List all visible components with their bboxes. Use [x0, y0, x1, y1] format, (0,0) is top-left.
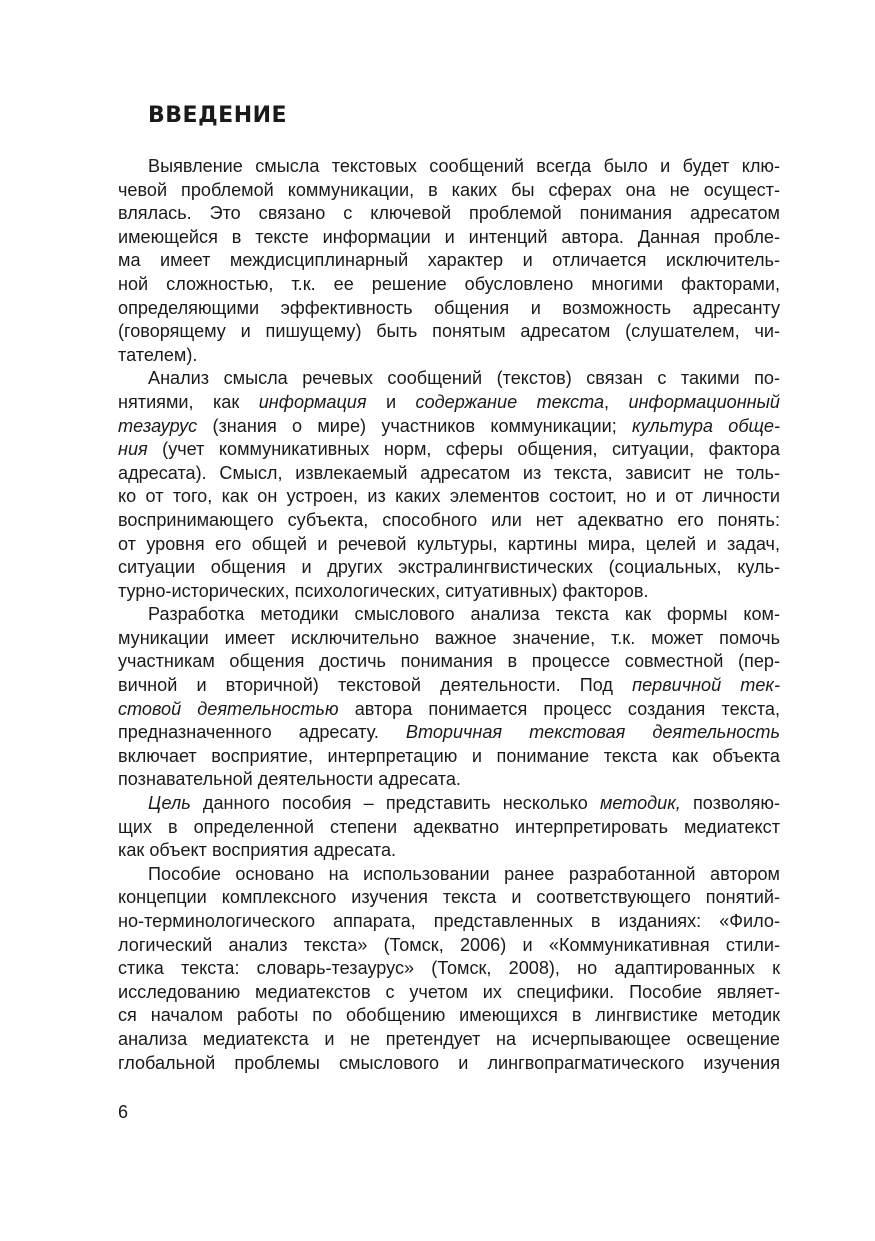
text-run: ной сложностью, т.к. ее решение обусловлено многими факторами,	[118, 273, 780, 294]
italic-term: информация	[258, 391, 367, 412]
text-run: имеющейся в тексте информации и интенций автора. Данная пробле-	[118, 226, 780, 247]
page-heading: ВВЕДЕНИЕ	[148, 103, 288, 128]
italic-term: Вторичная текстовая деятельность	[405, 722, 780, 743]
text-line	[118, 462, 780, 486]
text-line	[118, 839, 780, 863]
paragraph	[118, 367, 780, 603]
text-line	[118, 792, 780, 816]
text-run: муникации имеет исключительно важное значение, т.к. может помочь	[118, 627, 780, 648]
text-run: предназначенного адресату.	[118, 722, 406, 743]
text-run: и	[366, 391, 416, 412]
text-line	[118, 155, 780, 179]
text-line	[118, 273, 780, 297]
text-line	[118, 1052, 780, 1076]
text-run: данного пособия – представить несколько	[190, 793, 600, 814]
text-run: ма имеет междисциплинарный характер и отличается исключитель-	[118, 250, 780, 271]
text-line	[118, 297, 780, 321]
paragraph	[118, 155, 780, 367]
text-run: от уровня его общей и речевой культуры, картины мира, целей и задач,	[118, 533, 780, 554]
text-line	[118, 249, 780, 273]
italic-term: методик,	[599, 793, 681, 814]
text-run: (знания о мире) участников коммуникации;	[197, 415, 633, 436]
text-run: концепции комплексного изучения текста и соответствующего понятий-	[118, 887, 780, 908]
text-line	[118, 1028, 780, 1052]
text-line	[118, 674, 780, 698]
text-line	[118, 627, 780, 651]
text-line	[118, 698, 780, 722]
text-line	[118, 226, 780, 250]
text-run: участникам общения достичь понимания в процессе совместной (пер-	[118, 651, 780, 672]
text-line	[118, 886, 780, 910]
text-line	[118, 438, 780, 462]
text-line	[118, 863, 780, 887]
page-number: 6	[118, 1102, 129, 1122]
paragraph	[118, 863, 780, 1075]
text-run: ся началом работы по обобщению имеющихся в лингвистике методик	[118, 1005, 780, 1026]
text-line	[118, 816, 780, 840]
text-line	[118, 556, 780, 580]
text-run: стика текста: словарь-тезаурус» (Томск, 2008), но адаптированных к	[118, 958, 780, 979]
text-run: щих в определенной степени адекватно интерпретировать медиатекст	[118, 816, 780, 837]
italic-term: стовой деятельностью	[118, 698, 339, 719]
text-run: ко от того, как он устроен, из каких элементов состоит, но и от личности	[118, 486, 780, 507]
text-run: (учет коммуникативных норм, сферы общения, ситуации, фактора	[147, 439, 780, 460]
text-run: позволяю-	[680, 793, 780, 814]
text-line	[118, 391, 780, 415]
text-line	[118, 745, 780, 769]
text-line	[118, 533, 780, 557]
text-line	[118, 981, 780, 1005]
text-line	[118, 768, 780, 792]
text-run: турно-исторических, психологических, ситуативных) факторов.	[118, 580, 649, 601]
italic-term: культура обще-	[632, 415, 780, 436]
text-line	[118, 1004, 780, 1028]
text-line	[118, 934, 780, 958]
text-line	[118, 485, 780, 509]
text-run: воспринимающего субъекта, способного или нет адекватно его понять:	[118, 509, 780, 530]
text-run: чевой проблемой коммуникации, в каких бы сферах она не осущест-	[118, 179, 780, 200]
text-line	[118, 957, 780, 981]
text-run: исследованию медиатекстов с учетом их специфики. Пособие являет-	[118, 981, 780, 1002]
text-line	[118, 721, 780, 745]
text-run: адресата). Смысл, извлекаемый адресатом из текста, зависит не толь-	[118, 462, 780, 483]
text-run: автора понимается процесс создания текста,	[338, 698, 781, 719]
text-line	[118, 650, 780, 674]
text-line	[118, 344, 780, 368]
text-run: определяющими эффективность общения и возможность адресанту	[118, 297, 780, 318]
text-run: ,	[604, 391, 629, 412]
text-run: Анализ смысла речевых сообщений (текстов) связан с такими по-	[148, 368, 780, 389]
text-run: влялась. Это связано с ключевой проблемой понимания адресатом	[118, 203, 780, 224]
text-run: тателем).	[118, 344, 198, 365]
italic-term: тезаурус	[118, 415, 198, 436]
text-line	[118, 367, 780, 391]
text-line	[118, 179, 780, 203]
italic-term: Цель	[148, 793, 191, 814]
paragraph	[118, 792, 780, 863]
text-run: как объект восприятия адресата.	[118, 840, 397, 861]
text-run: включает восприятие, интерпретацию и понимание текста как объекта	[118, 745, 780, 766]
text-run: Выявление смысла текстовых сообщений всегда было и будет клю-	[148, 156, 780, 176]
paragraph	[118, 603, 780, 792]
text-run: Разработка методики смыслового анализа текста как формы ком-	[148, 604, 780, 625]
text-run: Пособие основано на использовании ранее разработанной автором	[148, 863, 780, 884]
text-run: нятиями, как	[118, 391, 259, 412]
text-run: ситуации общения и других экстралингвистических (социальных, куль-	[118, 557, 780, 578]
text-run: но-терминологического аппарата, представленных в изданиях: «Фило-	[118, 911, 780, 931]
italic-term: информационный	[628, 391, 780, 412]
text-line	[118, 603, 780, 627]
text-run: вичной и вторичной) текстовой деятельности. Под	[118, 675, 633, 696]
text-run: логический анализ текста» (Томск, 2006) и «Коммуникативная стили-	[118, 934, 780, 955]
text-run: познавательной деятельности адресата.	[118, 769, 461, 790]
italic-term: содержание текста	[415, 391, 605, 412]
document-body	[118, 155, 780, 1075]
italic-term: первичной тек-	[632, 675, 780, 696]
text-line	[118, 580, 780, 604]
text-run: (говорящему и пишущему) быть понятым адресатом (слушателем, чи-	[118, 321, 780, 342]
italic-term: ния	[118, 439, 148, 460]
text-line	[118, 415, 780, 439]
text-line	[118, 320, 780, 344]
text-line	[118, 910, 780, 934]
text-line	[118, 202, 780, 226]
text-run: глобальной проблемы смыслового и лингвопрагматического изучения	[118, 1052, 780, 1073]
text-line	[118, 509, 780, 533]
text-run: анализа медиатекста и не претендует на исчерпывающее освещение	[118, 1028, 780, 1049]
